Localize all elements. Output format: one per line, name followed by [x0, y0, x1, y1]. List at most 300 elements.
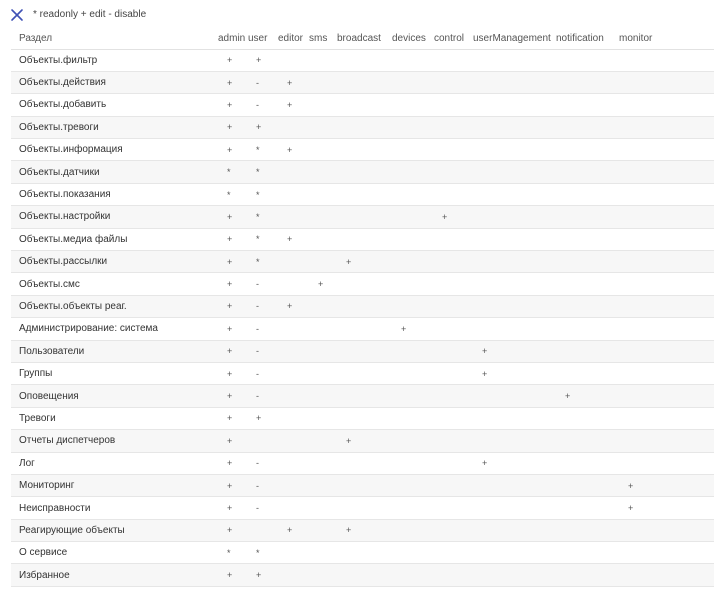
- table-row[interactable]: [11, 385, 714, 407]
- permission-cell-control: [434, 497, 473, 519]
- permission-cell-usermanagement: [473, 519, 556, 541]
- permission-cell-broadcast: [337, 139, 392, 161]
- permission-cell-monitor: [619, 273, 714, 295]
- permission-cell-broadcast: [337, 228, 392, 250]
- permission-cell-sms: [309, 318, 337, 340]
- table-row[interactable]: [11, 94, 714, 116]
- permission-cell-admin: +: [218, 228, 248, 250]
- row-section-name: Объекты.показания: [11, 183, 218, 205]
- permission-cell-admin: +: [218, 206, 248, 228]
- permission-cell-devices: [392, 474, 434, 496]
- permission-cell-admin: +: [218, 564, 248, 586]
- top-bar: [0, 0, 724, 30]
- permission-cell-editor: [278, 206, 309, 228]
- permission-cell-broadcast: [337, 206, 392, 228]
- permission-cell-editor: [278, 430, 309, 452]
- permission-cell-admin: +: [218, 430, 248, 452]
- row-section-name: Объекты.информация: [11, 139, 218, 161]
- permission-cell-editor: [278, 474, 309, 496]
- permission-cell-admin: +: [218, 49, 248, 71]
- column-header-section: Раздел: [11, 29, 218, 49]
- column-header-sms: sms: [309, 29, 337, 49]
- permission-cell-admin: +: [218, 519, 248, 541]
- column-header-usermanagement: userManagement: [473, 29, 556, 49]
- permission-cell-broadcast: [337, 49, 392, 71]
- close-icon: [8, 6, 26, 24]
- permission-cell-broadcast: [337, 474, 392, 496]
- permission-cell-editor: [278, 116, 309, 138]
- permission-cell-user: -: [248, 497, 278, 519]
- permission-cell-notification: [556, 228, 619, 250]
- permission-cell-usermanagement: [473, 295, 556, 317]
- permission-cell-sms: [309, 564, 337, 586]
- row-section-name: Лог: [11, 452, 218, 474]
- permission-cell-devices: +: [392, 318, 434, 340]
- permission-cell-monitor: [619, 139, 714, 161]
- permission-cell-editor: [278, 183, 309, 205]
- permission-cell-control: [434, 340, 473, 362]
- permission-cell-broadcast: [337, 407, 392, 429]
- permission-cell-notification: [556, 295, 619, 317]
- permission-cell-editor: [278, 362, 309, 384]
- permission-cell-control: [434, 385, 473, 407]
- permissions-table: [11, 29, 714, 587]
- row-section-name: Объекты.смс: [11, 273, 218, 295]
- row-section-name: Группы: [11, 362, 218, 384]
- permission-cell-control: [434, 295, 473, 317]
- permission-cell-notification: [556, 49, 619, 71]
- permission-cell-admin: +: [218, 318, 248, 340]
- permission-cell-sms: [309, 519, 337, 541]
- permission-cell-user: *: [248, 161, 278, 183]
- row-section-name: Объекты.датчики: [11, 161, 218, 183]
- column-header-broadcast: broadcast: [337, 29, 392, 49]
- permission-cell-admin: +: [218, 71, 248, 93]
- permission-cell-broadcast: [337, 94, 392, 116]
- row-section-name: Объекты.действия: [11, 71, 218, 93]
- permission-cell-notification: [556, 139, 619, 161]
- permission-cell-user: *: [248, 251, 278, 273]
- column-header-notification: notification: [556, 29, 619, 49]
- permission-cell-devices: [392, 161, 434, 183]
- table-row[interactable]: [11, 251, 714, 273]
- permission-cell-user: -: [248, 385, 278, 407]
- table-row[interactable]: [11, 340, 714, 362]
- permission-cell-editor: [278, 497, 309, 519]
- column-header-control: control: [434, 29, 473, 49]
- permission-cell-notification: [556, 71, 619, 93]
- permission-cell-devices: [392, 519, 434, 541]
- permission-cell-control: [434, 49, 473, 71]
- permission-cell-control: [434, 273, 473, 295]
- table-row[interactable]: [11, 295, 714, 317]
- permission-cell-user: -: [248, 295, 278, 317]
- table-row[interactable]: [11, 49, 714, 71]
- permission-cell-usermanagement: [473, 564, 556, 586]
- permission-cell-usermanagement: [473, 318, 556, 340]
- permission-cell-admin: +: [218, 251, 248, 273]
- permission-cell-usermanagement: [473, 161, 556, 183]
- permission-cell-usermanagement: [473, 139, 556, 161]
- permission-cell-monitor: [619, 362, 714, 384]
- permission-cell-notification: [556, 273, 619, 295]
- permission-cell-monitor: [619, 116, 714, 138]
- permission-cell-control: [434, 183, 473, 205]
- permission-cell-devices: [392, 340, 434, 362]
- permission-cell-admin: +: [218, 497, 248, 519]
- table-row[interactable]: [11, 497, 714, 519]
- permission-cell-usermanagement: [473, 116, 556, 138]
- permission-cell-control: [434, 474, 473, 496]
- row-section-name: Объекты.медиа файлы: [11, 228, 218, 250]
- permission-cell-editor: [278, 161, 309, 183]
- permission-cell-sms: [309, 49, 337, 71]
- permission-cell-broadcast: [337, 340, 392, 362]
- column-header-admin: admin: [218, 29, 248, 49]
- permission-cell-user: -: [248, 362, 278, 384]
- row-section-name: Объекты.объекты реаг.: [11, 295, 218, 317]
- permission-cell-admin: +: [218, 94, 248, 116]
- permission-cell-broadcast: [337, 497, 392, 519]
- row-section-name: Объекты.рассылки: [11, 251, 218, 273]
- permission-cell-editor: [278, 385, 309, 407]
- permission-cell-editor: [278, 340, 309, 362]
- permission-cell-notification: [556, 183, 619, 205]
- permission-cell-editor: +: [278, 228, 309, 250]
- permission-cell-devices: [392, 542, 434, 564]
- permission-cell-editor: [278, 273, 309, 295]
- permission-cell-devices: [392, 497, 434, 519]
- permission-cell-notification: [556, 251, 619, 273]
- permission-cell-admin: *: [218, 161, 248, 183]
- row-section-name: О сервисе: [11, 542, 218, 564]
- permission-cell-monitor: [619, 49, 714, 71]
- permission-cell-monitor: [619, 519, 714, 541]
- permission-cell-usermanagement: +: [473, 362, 556, 384]
- permission-cell-sms: +: [309, 273, 337, 295]
- permission-cell-sms: [309, 94, 337, 116]
- permission-cell-control: [434, 519, 473, 541]
- permission-cell-control: [434, 71, 473, 93]
- table-row[interactable]: [11, 116, 714, 138]
- row-section-name: Администрирование: система: [11, 318, 218, 340]
- permission-cell-usermanagement: [473, 273, 556, 295]
- permission-cell-user: -: [248, 474, 278, 496]
- column-header-editor: editor: [278, 29, 309, 49]
- table-row[interactable]: [11, 161, 714, 183]
- permission-cell-broadcast: +: [337, 251, 392, 273]
- permission-cell-devices: [392, 564, 434, 586]
- permission-cell-devices: [392, 49, 434, 71]
- permission-cell-admin: +: [218, 139, 248, 161]
- row-section-name: Пользователи: [11, 340, 218, 362]
- permission-cell-monitor: [619, 295, 714, 317]
- table-header-row: [11, 29, 714, 49]
- permission-cell-sms: [309, 116, 337, 138]
- permission-cell-control: [434, 139, 473, 161]
- permission-cell-notification: [556, 497, 619, 519]
- permission-cell-admin: *: [218, 183, 248, 205]
- permission-cell-user: -: [248, 452, 278, 474]
- permission-cell-broadcast: [337, 295, 392, 317]
- table-row[interactable]: [11, 139, 714, 161]
- permission-cell-user: *: [248, 139, 278, 161]
- permission-cell-editor: +: [278, 295, 309, 317]
- permission-cell-devices: [392, 228, 434, 250]
- row-section-name: Тревоги: [11, 407, 218, 429]
- row-section-name: Мониторинг: [11, 474, 218, 496]
- permission-cell-sms: [309, 183, 337, 205]
- permission-cell-notification: [556, 474, 619, 496]
- permission-cell-sms: [309, 474, 337, 496]
- permission-cell-control: [434, 452, 473, 474]
- row-section-name: Неисправности: [11, 497, 218, 519]
- permission-cell-monitor: [619, 251, 714, 273]
- table-row[interactable]: [11, 206, 714, 228]
- permission-cell-broadcast: [337, 71, 392, 93]
- permission-cell-notification: [556, 116, 619, 138]
- permission-cell-monitor: +: [619, 497, 714, 519]
- column-header-devices: devices: [392, 29, 434, 49]
- close-button[interactable]: [8, 6, 26, 24]
- permission-cell-notification: [556, 407, 619, 429]
- permission-cell-usermanagement: [473, 206, 556, 228]
- table-row[interactable]: [11, 362, 714, 384]
- permission-cell-user: *: [248, 183, 278, 205]
- table-row[interactable]: [11, 452, 714, 474]
- permission-cell-broadcast: [337, 116, 392, 138]
- permission-cell-user: +: [248, 407, 278, 429]
- permission-cell-admin: +: [218, 116, 248, 138]
- permission-cell-notification: [556, 161, 619, 183]
- column-header-user: user: [248, 29, 278, 49]
- row-section-name: Реагирующие объекты: [11, 519, 218, 541]
- permission-cell-notification: [556, 206, 619, 228]
- permission-cell-control: [434, 430, 473, 452]
- permission-cell-sms: [309, 362, 337, 384]
- permission-cell-monitor: +: [619, 474, 714, 496]
- row-section-name: Объекты.фильтр: [11, 49, 218, 71]
- permission-cell-sms: [309, 251, 337, 273]
- permission-cell-usermanagement: [473, 407, 556, 429]
- row-section-name: Объекты.тревоги: [11, 116, 218, 138]
- permission-cell-usermanagement: [473, 228, 556, 250]
- permission-cell-monitor: [619, 206, 714, 228]
- permission-cell-sms: [309, 497, 337, 519]
- permission-cell-admin: +: [218, 474, 248, 496]
- permission-cell-notification: [556, 362, 619, 384]
- permission-cell-devices: [392, 430, 434, 452]
- permission-cell-admin: +: [218, 362, 248, 384]
- permission-cell-sms: [309, 139, 337, 161]
- permission-cell-editor: [278, 564, 309, 586]
- permission-cell-devices: [392, 407, 434, 429]
- permission-cell-monitor: [619, 340, 714, 362]
- permission-cell-admin: +: [218, 295, 248, 317]
- column-header-monitor: monitor: [619, 29, 714, 49]
- permission-cell-sms: [309, 206, 337, 228]
- permission-cell-devices: [392, 452, 434, 474]
- permission-cell-admin: +: [218, 407, 248, 429]
- table-row[interactable]: [11, 183, 714, 205]
- permission-cell-usermanagement: [473, 497, 556, 519]
- permission-cell-notification: [556, 564, 619, 586]
- permission-cell-editor: [278, 542, 309, 564]
- row-section-name: Оповещения: [11, 385, 218, 407]
- permission-cell-sms: [309, 407, 337, 429]
- permission-cell-user: -: [248, 71, 278, 93]
- permission-cell-monitor: [619, 385, 714, 407]
- permission-cell-notification: [556, 452, 619, 474]
- permission-cell-user: -: [248, 340, 278, 362]
- permission-cell-sms: [309, 228, 337, 250]
- permission-cell-monitor: [619, 430, 714, 452]
- permission-cell-admin: +: [218, 340, 248, 362]
- table-row[interactable]: [11, 542, 714, 564]
- permission-cell-sms: [309, 430, 337, 452]
- permission-cell-user: [248, 430, 278, 452]
- permission-cell-usermanagement: +: [473, 452, 556, 474]
- permission-cell-monitor: [619, 407, 714, 429]
- permission-cell-devices: [392, 385, 434, 407]
- permission-cell-user: *: [248, 542, 278, 564]
- permission-cell-usermanagement: [473, 71, 556, 93]
- permission-cell-monitor: [619, 161, 714, 183]
- permission-cell-usermanagement: [473, 49, 556, 71]
- permission-cell-user: -: [248, 318, 278, 340]
- permission-cell-control: [434, 362, 473, 384]
- row-section-name: Объекты.добавить: [11, 94, 218, 116]
- permission-cell-editor: [278, 407, 309, 429]
- permission-cell-control: [434, 228, 473, 250]
- permission-cell-control: [434, 318, 473, 340]
- table-row[interactable]: [11, 430, 714, 452]
- permission-cell-devices: [392, 71, 434, 93]
- permission-cell-admin: +: [218, 273, 248, 295]
- permission-cell-user: *: [248, 228, 278, 250]
- permission-cell-notification: [556, 519, 619, 541]
- permission-cell-devices: [392, 116, 434, 138]
- permission-cell-broadcast: [337, 183, 392, 205]
- permission-cell-admin: *: [218, 542, 248, 564]
- row-section-name: Избранное: [11, 564, 218, 586]
- permission-cell-devices: [392, 94, 434, 116]
- permission-cell-broadcast: [337, 542, 392, 564]
- table-row[interactable]: [11, 564, 714, 586]
- permission-cell-user: -: [248, 273, 278, 295]
- permission-cell-control: [434, 251, 473, 273]
- permission-cell-user: [248, 519, 278, 541]
- permission-cell-broadcast: +: [337, 519, 392, 541]
- permission-cell-devices: [392, 139, 434, 161]
- permission-cell-control: [434, 116, 473, 138]
- permission-cell-control: [434, 94, 473, 116]
- permission-cell-editor: +: [278, 139, 309, 161]
- permission-cell-monitor: [619, 94, 714, 116]
- permission-cell-editor: [278, 452, 309, 474]
- permission-cell-user: +: [248, 49, 278, 71]
- permission-cell-monitor: [619, 452, 714, 474]
- permission-cell-control: [434, 564, 473, 586]
- table-row[interactable]: [11, 273, 714, 295]
- permission-cell-user: -: [248, 94, 278, 116]
- permission-cell-user: *: [248, 206, 278, 228]
- permission-cell-sms: [309, 71, 337, 93]
- table-row[interactable]: [11, 519, 714, 541]
- permission-cell-sms: [309, 452, 337, 474]
- permission-cell-broadcast: [337, 385, 392, 407]
- permission-cell-editor: +: [278, 519, 309, 541]
- permission-cell-user: +: [248, 116, 278, 138]
- permission-cell-notification: [556, 318, 619, 340]
- permission-cell-broadcast: [337, 273, 392, 295]
- permission-cell-sms: [309, 385, 337, 407]
- permission-cell-admin: +: [218, 452, 248, 474]
- table-row[interactable]: [11, 474, 714, 496]
- permission-cell-sms: [309, 295, 337, 317]
- permission-cell-notification: +: [556, 385, 619, 407]
- permission-cell-editor: +: [278, 94, 309, 116]
- permission-cell-usermanagement: [473, 542, 556, 564]
- permission-cell-usermanagement: [473, 385, 556, 407]
- permission-cell-usermanagement: [473, 94, 556, 116]
- permission-cell-broadcast: +: [337, 430, 392, 452]
- table-row[interactable]: [11, 228, 714, 250]
- table-row[interactable]: [11, 318, 714, 340]
- permission-cell-broadcast: [337, 564, 392, 586]
- table-row[interactable]: [11, 71, 714, 93]
- permission-cell-devices: [392, 183, 434, 205]
- permission-cell-admin: +: [218, 385, 248, 407]
- permission-cell-devices: [392, 362, 434, 384]
- permission-cell-usermanagement: [473, 183, 556, 205]
- table-row[interactable]: [11, 407, 714, 429]
- permission-cell-editor: [278, 318, 309, 340]
- permission-cell-broadcast: [337, 362, 392, 384]
- permission-cell-monitor: [619, 228, 714, 250]
- permission-cell-notification: [556, 542, 619, 564]
- table-body: [11, 49, 714, 586]
- permission-cell-broadcast: [337, 452, 392, 474]
- permission-cell-sms: [309, 161, 337, 183]
- permission-cell-devices: [392, 273, 434, 295]
- permission-cell-notification: [556, 340, 619, 362]
- permission-cell-notification: [556, 94, 619, 116]
- permission-cell-usermanagement: [473, 474, 556, 496]
- permission-cell-sms: [309, 542, 337, 564]
- row-section-name: Объекты.настройки: [11, 206, 218, 228]
- permission-cell-usermanagement: [473, 251, 556, 273]
- permission-cell-monitor: [619, 564, 714, 586]
- permission-cell-monitor: [619, 318, 714, 340]
- row-section-name: Отчеты диспетчеров: [11, 430, 218, 452]
- permission-cell-control: [434, 161, 473, 183]
- permission-cell-editor: [278, 251, 309, 273]
- permission-cell-broadcast: [337, 161, 392, 183]
- permission-cell-broadcast: [337, 318, 392, 340]
- permission-cell-devices: [392, 295, 434, 317]
- permissions-legend: * readonly + edit - disable: [33, 9, 147, 20]
- permission-cell-usermanagement: +: [473, 340, 556, 362]
- permission-cell-sms: [309, 340, 337, 362]
- permission-cell-monitor: [619, 71, 714, 93]
- permission-cell-control: [434, 407, 473, 429]
- permission-cell-editor: +: [278, 71, 309, 93]
- permission-cell-notification: [556, 430, 619, 452]
- permission-cell-usermanagement: [473, 430, 556, 452]
- permission-cell-monitor: [619, 542, 714, 564]
- permission-cell-control: +: [434, 206, 473, 228]
